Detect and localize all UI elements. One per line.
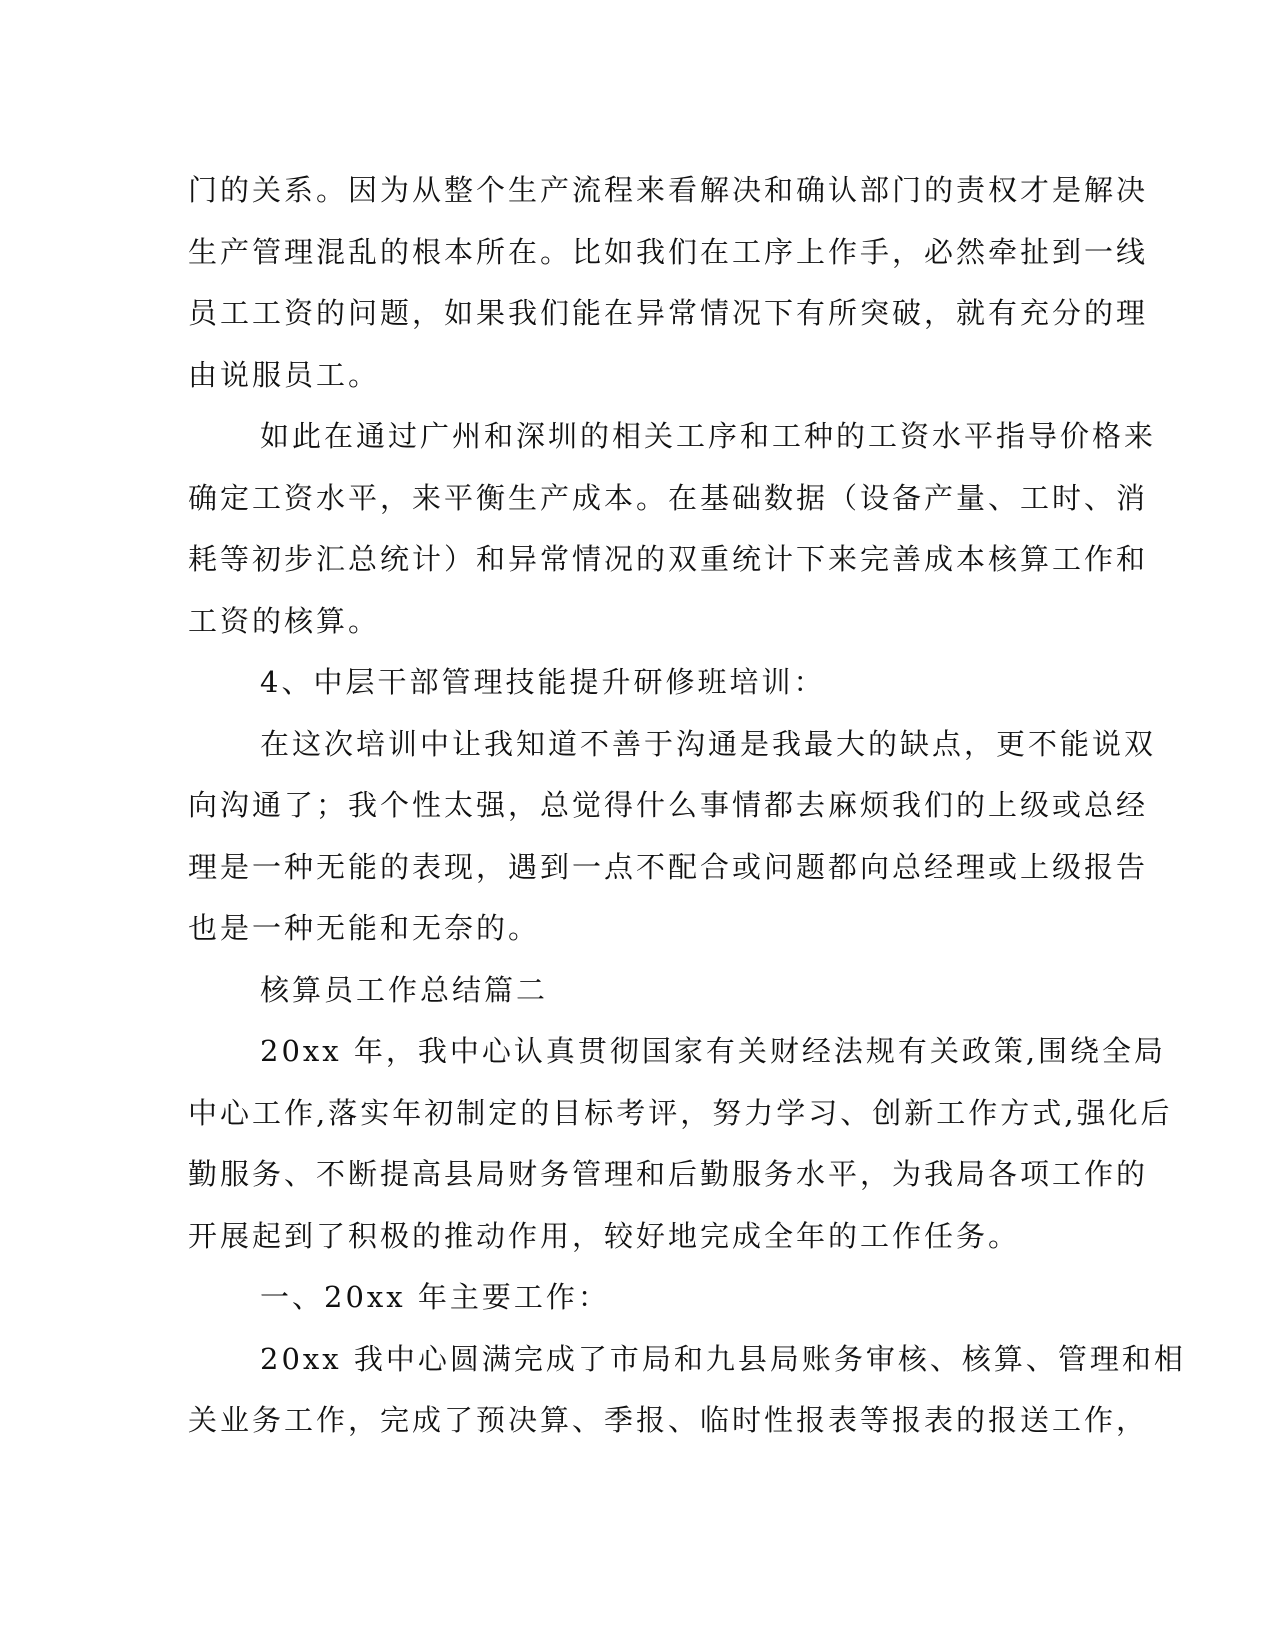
text-line: 中心工作,落实年初制定的目标考评，努力学习、创新工作方式,强化后: [188, 1095, 1173, 1130]
text-line: 员工工资的问题，如果我们能在异常情况下有所突破，就有充分的理: [188, 296, 1149, 330]
text-line: 耗等初步汇总统计）和异常情况的双重统计下来完善成本核算工作和: [188, 542, 1149, 576]
text-line: 在这次培训中让我知道不善于沟通是我最大的缺点，更不能说双: [260, 726, 1157, 761]
section-heading: 4、中层干部管理技能提升研修班培训：: [260, 665, 826, 699]
document-body: [188, 160, 1186, 1452]
text-line: 工资的核算。: [188, 603, 381, 638]
text-line: 开展起到了积极的推动作用，较好地完成全年的工作任务。: [188, 1218, 1021, 1253]
text-line: 20xx 我中心圆满完成了市局和九县局账务审核、核算、管理和相: [260, 1341, 1186, 1376]
text-line: 也是一种无能和无奈的。: [188, 911, 541, 945]
text-line: 勤服务、不断提高县局财务管理和后勤服务水平，为我局各项工作的: [188, 1157, 1149, 1191]
section-heading: 一、20xx 年主要工作：: [260, 1280, 610, 1314]
article-title: 核算员工作总结篇二: [260, 972, 549, 1007]
text-line: 门的关系。因为从整个生产流程来看解决和确认部门的责权才是解决: [188, 173, 1149, 207]
text-line: 确定工资水平，来平衡生产成本。在基础数据（设备产量、工时、消: [188, 480, 1149, 515]
text-line: 关业务工作，完成了预决算、季报、临时性报表等报表的报送工作，: [188, 1403, 1149, 1437]
text-line: 由说服员工。: [188, 357, 381, 392]
text-line: 如此在通过广州和深圳的相关工序和工种的工资水平指导价格来: [260, 419, 1157, 453]
text-line: 理是一种无能的表现，遇到一点不配合或问题都向总经理或上级报告: [188, 849, 1149, 884]
text-line: 生产管理混乱的根本所在。比如我们在工序上作手，必然牵扯到一线: [188, 234, 1149, 269]
text-line: 向沟通了；我个性太强，总觉得什么事情都去麻烦我们的上级或总经: [188, 788, 1149, 822]
text-line: 20xx 年，我中心认真贯彻国家有关财经法规有关政策,围绕全局: [260, 1034, 1167, 1068]
